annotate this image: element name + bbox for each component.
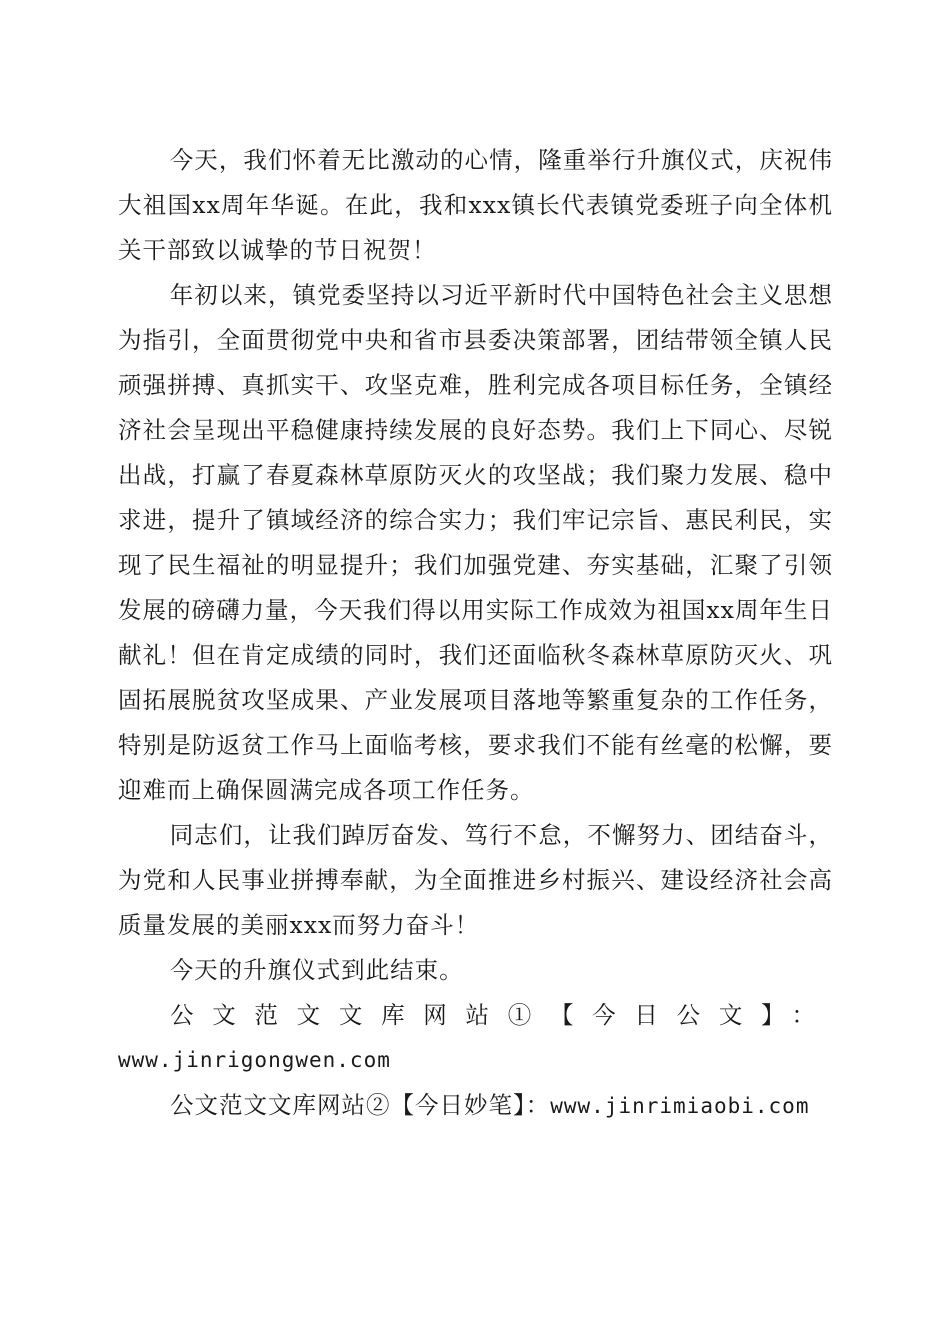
footer-site-2-url[interactable]: www.jinrimiaobi.com xyxy=(550,1094,810,1118)
paragraph-call-to-action: 同志们，让我们踔厉奋发、笃行不怠，不懈努力、团结奋斗，为党和人民事业拼搏奉献，为全面推进乡村振兴、建设经济社会高质量发展的美丽xxx而努力奋斗！ xyxy=(118,821,833,939)
paragraph-achievements: 年初以来，镇党委坚持以习近平新时代中国特色社会主义思想为指引，全面贯彻党中央和省市县委决策部署，团结带领全镇人民顽强拼搏、真抓实干、攻坚克难，胜利完成各项目标任务，全镇经济社会呈现出平稳健康持续发展的良好态势。我们上下同心、尽锐出战，打赢了春夏森林草原防灭火的攻坚战；我们聚力发展、稳中求进，提升了镇域经济的综合实力；我们牢记宗旨、惠民利民，实现了民生福祉的明显提升；我们加强党建、夯实基础，汇聚了引领发展的磅礴力量，今天我们得以用实际工作成效为祖国xx周年生日献礼！但在肯定成绩的同时，我们还面临秋冬森林草原防灭火、巩固拓展脱贫攻坚成果、产业发展项目落地等繁重复杂的工作任务，特别是防返贫工作马上面临考核，要求我们不能有丝毫的松懈，要迎难而上确保圆满完成各项工作任务。 xyxy=(118,281,833,804)
footer-site-2 xyxy=(118,1083,833,1129)
paragraph-closing: 今天的升旗仪式到此结束。 xyxy=(169,956,464,984)
footer-site-1-label: 公文范文文库网站①【今日公文】： xyxy=(170,1001,833,1029)
footer-site-1 xyxy=(118,993,833,1083)
footer-site-1-url[interactable]: www.jinrigongwen.com xyxy=(118,1048,391,1072)
footer-site-2-label: 公文范文文库网站②【今日妙笔】： xyxy=(170,1091,551,1119)
paragraph-opening: 今天，我们怀着无比激动的心情，隆重举行升旗仪式，庆祝伟大祖国xx周年华诞。在此，我和xxx镇长代表镇党委班子向全体机关干部致以诚挚的节日祝贺！ xyxy=(118,146,833,264)
document-body xyxy=(118,138,833,1129)
